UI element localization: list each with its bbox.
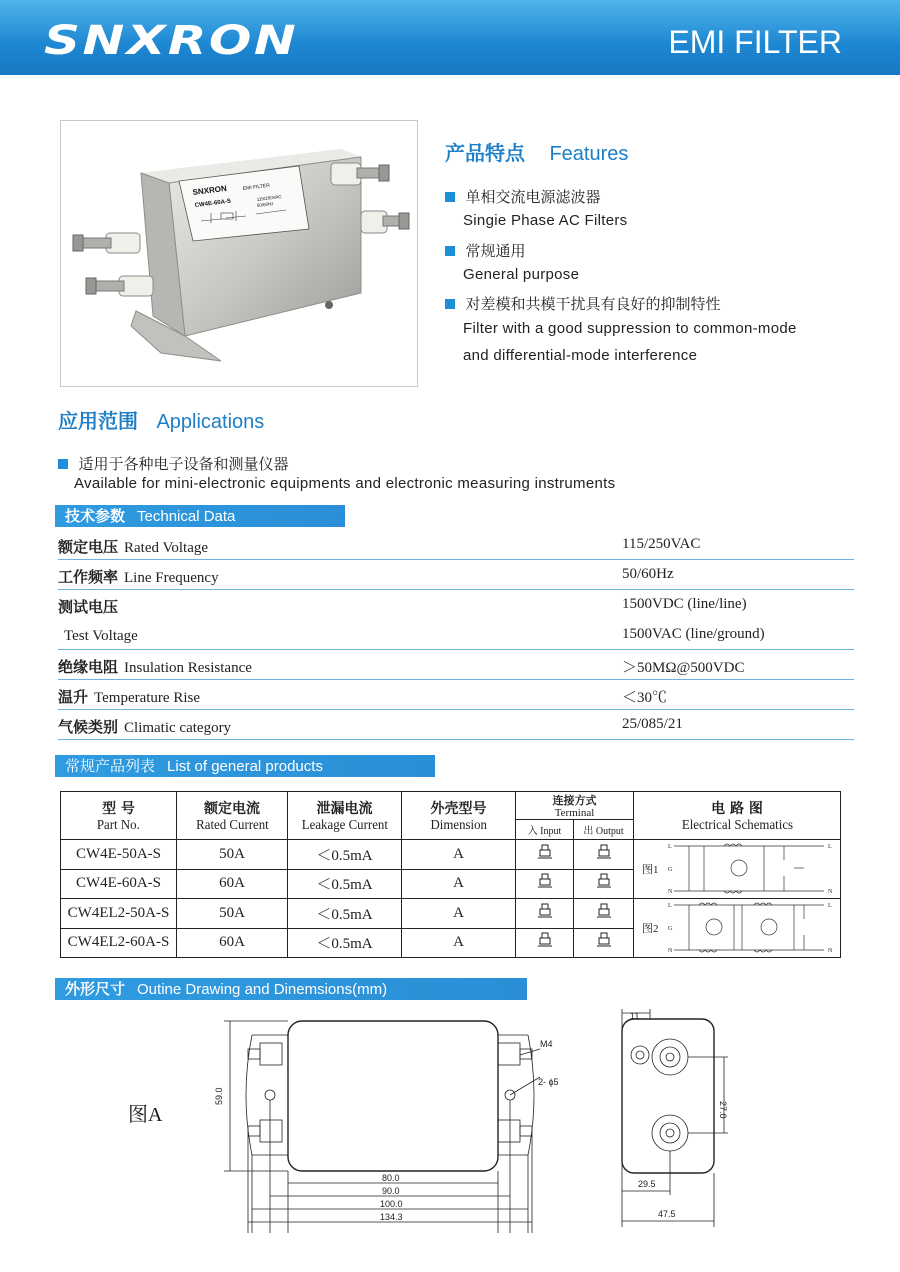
photo-label-volt: 115/250VAC xyxy=(256,194,282,202)
applications-title-en: Applications xyxy=(156,411,265,433)
bullet-icon xyxy=(445,246,455,256)
col-dimension xyxy=(402,792,516,840)
cell-part: CW4E-60A-S xyxy=(61,869,177,899)
cell-current: 50A xyxy=(177,840,288,870)
application-item xyxy=(58,453,288,474)
outline-bar-cn: 外形尺寸 xyxy=(65,980,126,998)
dim-11: 11 xyxy=(630,1011,640,1021)
cell-leakage: ＜0.5mA xyxy=(288,928,402,958)
fig1-label: 图1 xyxy=(642,864,659,876)
tech-row xyxy=(58,650,854,680)
tech-value: 1500VDC (line/line) xyxy=(622,596,747,612)
tech-value: ＜30℃ xyxy=(622,690,668,706)
products-bar-cn: 常规产品列表 xyxy=(65,757,156,775)
cell-part: CW4EL2-60A-S xyxy=(61,928,177,958)
dim-27: 27.0 xyxy=(718,1101,728,1119)
sch-n-label: N xyxy=(668,948,673,954)
tech-label-en: Insulation Resistance xyxy=(124,660,252,676)
col-terminal xyxy=(516,792,634,820)
outline-bar xyxy=(55,978,527,1000)
cell-part: CW4EL2-50A-S xyxy=(61,899,177,929)
features-title-en: Features xyxy=(549,143,629,165)
cell-current: 60A xyxy=(177,928,288,958)
tech-label-en: Climatic category xyxy=(124,720,232,736)
feature-1-en: Singie Phase AC Filters xyxy=(463,212,628,229)
cell-current: 60A xyxy=(177,869,288,899)
cell-output xyxy=(574,869,634,899)
application-cn: 适用于各种电子设备和测量仪器 xyxy=(78,455,289,473)
tech-label-cn: 绝缘电阻 xyxy=(58,658,119,676)
tech-value: 115/250VAC xyxy=(622,536,701,552)
tech-label-en: Rated Voltage xyxy=(124,540,209,556)
tech-label-en: Line Frequency xyxy=(124,570,219,586)
cell-current: 50A xyxy=(177,899,288,929)
products-bar-en: List of general products xyxy=(167,758,323,775)
photo-label-model: CW4E-60A-S xyxy=(194,198,232,209)
application-en: Available for mini-electronic equipments and electronic measuring instruments xyxy=(74,475,616,492)
fig2-label: 图2 xyxy=(642,923,659,935)
col-term-en: Terminal xyxy=(554,807,595,819)
dim-100: 100.0 xyxy=(380,1199,403,1209)
product-photo xyxy=(60,120,418,387)
tech-label-cn: 测试电压 xyxy=(58,598,119,616)
cell-input xyxy=(516,840,574,870)
schematic-fig1 xyxy=(634,840,841,899)
cell-leakage: ＜0.5mA xyxy=(288,840,402,870)
col-input: 入 Input xyxy=(516,820,574,840)
feature-2-en: General purpose xyxy=(463,266,580,283)
dim-29: 29.5 xyxy=(638,1179,656,1189)
sch-l-label: L xyxy=(668,844,672,850)
col-output: 出 Output xyxy=(574,820,634,840)
col-dim-en: Dimension xyxy=(430,817,487,833)
cell-part: CW4E-50A-S xyxy=(61,840,177,870)
tech-bar-cn: 技术参数 xyxy=(65,507,126,525)
bullet-icon xyxy=(445,192,455,202)
figure-a-label: 图A xyxy=(128,1104,163,1126)
cell-dimension: A xyxy=(402,928,516,958)
terminal-output-icon xyxy=(597,873,611,889)
tech-row xyxy=(58,620,854,650)
sch-g-label: G xyxy=(668,867,673,873)
document-title: EMI FILTER xyxy=(668,24,842,60)
tech-label-en: Temperature Rise xyxy=(94,690,201,706)
dim-47: 47.5 xyxy=(658,1209,676,1219)
feature-1-cn: 单相交流电源滤波器 xyxy=(465,188,601,206)
terminal-input-icon xyxy=(538,873,552,889)
tech-row xyxy=(58,680,854,710)
tech-label-cn: 额定电压 xyxy=(58,538,119,556)
features-heading xyxy=(445,137,628,166)
tech-bar-en: Technical Data xyxy=(137,508,236,525)
tech-label-cn: 工作频率 xyxy=(58,568,119,586)
dim-hole: 2- ϕ5 xyxy=(538,1077,559,1087)
col-dim-cn: 外壳型号 xyxy=(430,800,487,817)
feature-3-en2: and differential-mode interference xyxy=(463,347,698,364)
sch-g-label: G xyxy=(668,926,673,932)
photo-label-freq: 50/60Hz xyxy=(256,200,274,208)
tech-row xyxy=(58,560,854,590)
cell-dimension: A xyxy=(402,840,516,870)
tech-row xyxy=(58,530,854,560)
col-sch-en: Electrical Schematics xyxy=(681,817,793,833)
outline-drawing xyxy=(210,1005,730,1237)
cell-input xyxy=(516,869,574,899)
cell-output xyxy=(574,928,634,958)
cell-dimension: A xyxy=(402,869,516,899)
cell-dimension: A xyxy=(402,899,516,929)
tech-label-en: Test Voltage xyxy=(64,628,138,644)
bullet-icon xyxy=(58,459,68,469)
products-bar xyxy=(55,755,435,777)
tech-row xyxy=(58,710,854,740)
tech-row xyxy=(58,590,854,620)
schematic-fig1-diagram xyxy=(634,840,839,898)
col-leak-en: Leakage Current xyxy=(301,817,388,833)
tech-label-cn: 温升 xyxy=(58,688,89,706)
terminal-input-icon xyxy=(538,844,552,860)
sch-n-label: N xyxy=(828,948,833,954)
dim-134: 134.3 xyxy=(380,1212,403,1222)
emi-filter-image xyxy=(61,121,417,386)
left-terminals xyxy=(73,233,153,296)
photo-label-type: EMI FILTER xyxy=(242,182,271,192)
col-current xyxy=(177,792,288,840)
dim-m4: M4 xyxy=(540,1039,553,1049)
table-row xyxy=(61,899,841,929)
col-sch-cn: 电 路 图 xyxy=(711,800,763,817)
tech-data-bar xyxy=(55,505,345,527)
feature-2-cn: 常规通用 xyxy=(465,242,526,260)
sch-n-label: N xyxy=(668,889,673,895)
dim-80: 80.0 xyxy=(382,1173,400,1183)
col-leak-cn: 泄漏电流 xyxy=(316,800,373,817)
terminal-input-icon xyxy=(538,932,552,948)
cell-input xyxy=(516,899,574,929)
tech-value: ＞50MΩ@500VDC xyxy=(622,660,745,676)
cell-leakage: ＜0.5mA xyxy=(288,899,402,929)
tech-value: 25/085/21 xyxy=(622,716,683,732)
col-part-cn: 型 号 xyxy=(102,800,135,817)
brand-logo: SNXRON xyxy=(44,18,299,64)
photo-label-brand: SNXRON xyxy=(192,183,228,197)
col-part-en: Part No. xyxy=(97,817,140,833)
cell-output xyxy=(574,840,634,870)
col-part xyxy=(61,792,177,840)
terminal-output-icon xyxy=(597,932,611,948)
sch-l-label: L xyxy=(828,903,832,909)
tech-value: 1500VAC (line/ground) xyxy=(622,626,765,642)
col-current-cn: 额定电流 xyxy=(204,800,260,817)
terminal-input-icon xyxy=(538,903,552,919)
dim-59: 59.0 xyxy=(214,1087,224,1105)
bullet-icon xyxy=(445,299,455,309)
feature-item-2 xyxy=(445,240,525,261)
cell-leakage: ＜0.5mA xyxy=(288,869,402,899)
outline-bar-en: Outine Drawing and Dinemsions(mm) xyxy=(137,981,388,998)
cell-input xyxy=(516,928,574,958)
schematic-fig2 xyxy=(634,899,841,958)
cell-output xyxy=(574,899,634,929)
applications-title-cn: 应用范围 xyxy=(58,409,138,433)
col-current-en: Rated Current xyxy=(195,817,269,833)
applications-heading xyxy=(58,405,264,434)
terminal-output-icon xyxy=(597,844,611,860)
products-table xyxy=(60,791,841,958)
terminal-output-icon xyxy=(597,903,611,919)
feature-3-cn: 对差模和共模干扰具有良好的抑制特性 xyxy=(465,295,721,313)
col-term-cn: 连接方式 xyxy=(552,794,597,807)
dim-90: 90.0 xyxy=(382,1186,400,1196)
feature-3-en: Filter with a good suppression to common-mode xyxy=(463,320,797,337)
feature-item-3 xyxy=(445,293,720,314)
schematic-fig2-diagram xyxy=(634,899,839,957)
sch-l-label: L xyxy=(668,903,672,909)
col-leakage xyxy=(288,792,402,840)
tech-label-cn: 气候类别 xyxy=(58,718,119,736)
sch-n-label: N xyxy=(828,889,833,895)
feature-item-1 xyxy=(445,186,600,207)
table-row xyxy=(61,840,841,870)
tech-value: 50/60Hz xyxy=(622,566,674,582)
col-schematics xyxy=(634,792,841,840)
features-title-cn: 产品特点 xyxy=(445,141,525,165)
sch-l-label: L xyxy=(828,844,832,850)
